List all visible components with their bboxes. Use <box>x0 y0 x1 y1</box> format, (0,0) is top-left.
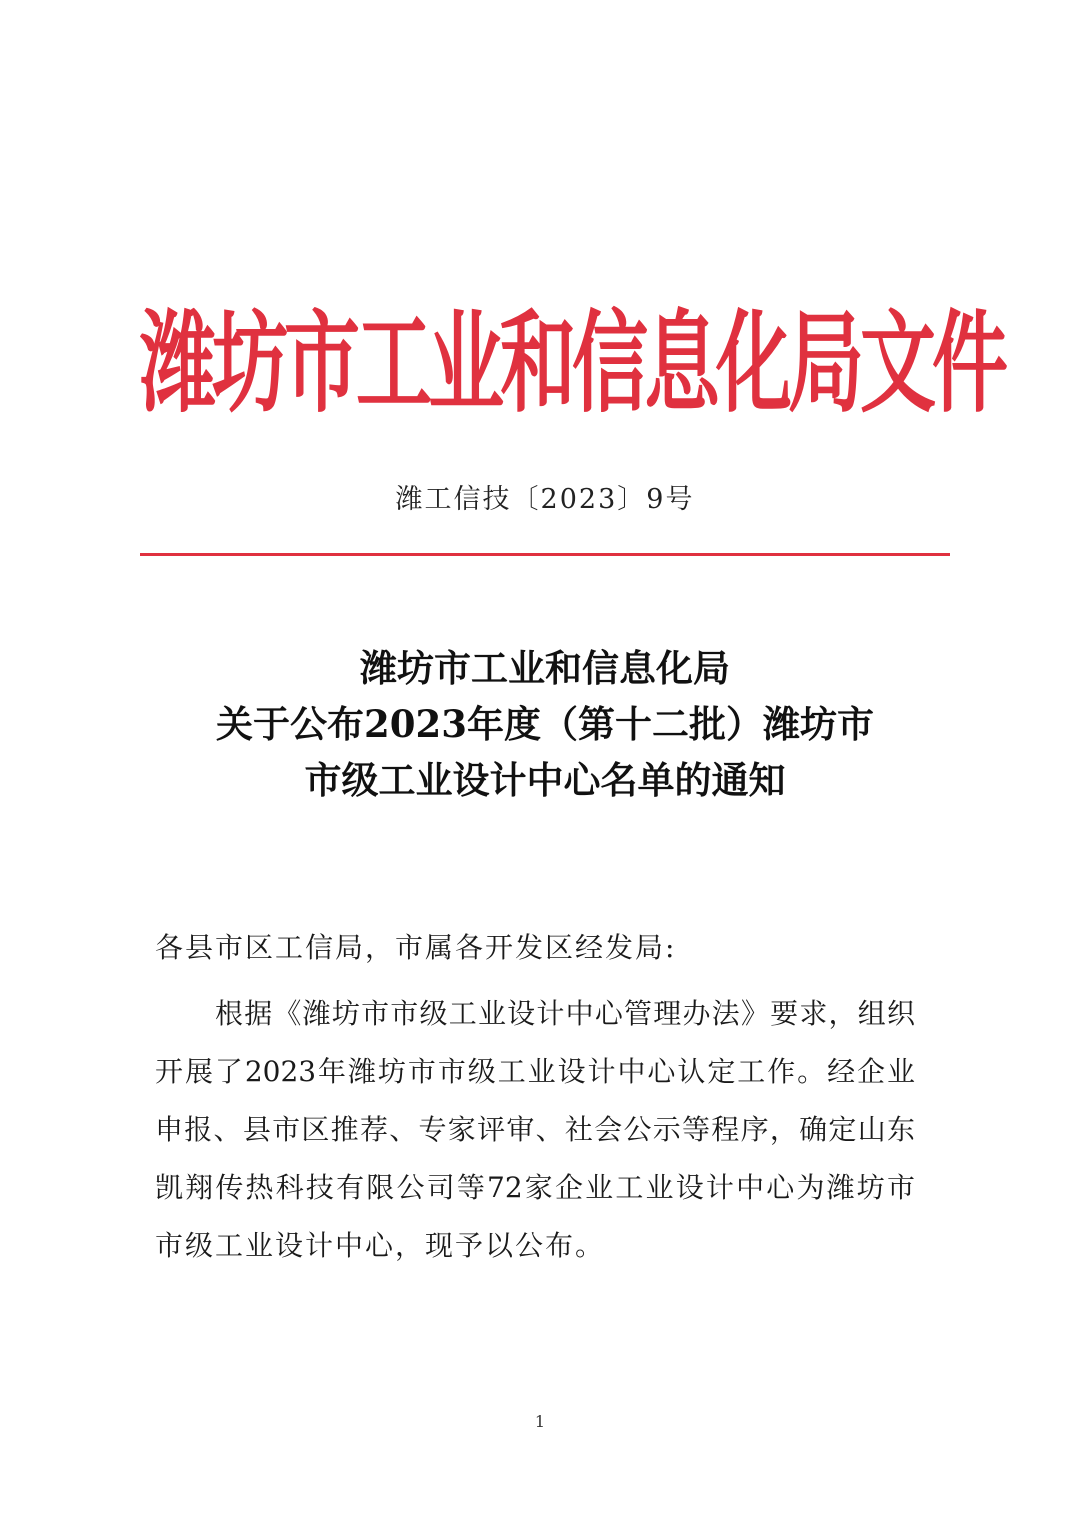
body-line-1: 根据《潍坊市市级工业设计中心管理办法》要求，组织 <box>215 997 915 1030</box>
body-line-3: 申报、县市区推荐、专家评审、社会公示等程序，确定山东 <box>155 1113 915 1146</box>
addressee: 各县市区工信局，市属各开发区经发局: <box>155 931 677 964</box>
body-line-4: 凯翔传热科技有限公司等72家企业工业设计中心为潍坊市 <box>155 1171 915 1204</box>
notice-title-line-3: 市级工业设计中心名单的通知 <box>304 758 786 802</box>
body-paragraph <box>155 994 915 1284</box>
notice-title <box>120 640 970 808</box>
body-line-2: 开展了2023年潍坊市市级工业设计中心认定工作。经企业 <box>155 1055 915 1088</box>
body-line-5: 市级工业设计中心，现予以公布。 <box>155 1229 606 1262</box>
page-number: 1 <box>534 1412 546 1431</box>
notice-title-line-2: 关于公布2023年度（第十二批）潍坊市 <box>216 702 874 746</box>
red-divider-line <box>140 553 950 556</box>
notice-title-line-1: 潍坊市工业和信息化局 <box>360 646 730 690</box>
document-number: 潍工信技〔2023〕9号 <box>395 484 695 515</box>
document-masthead: 潍坊市工业和信息化局文件 <box>140 298 1004 428</box>
